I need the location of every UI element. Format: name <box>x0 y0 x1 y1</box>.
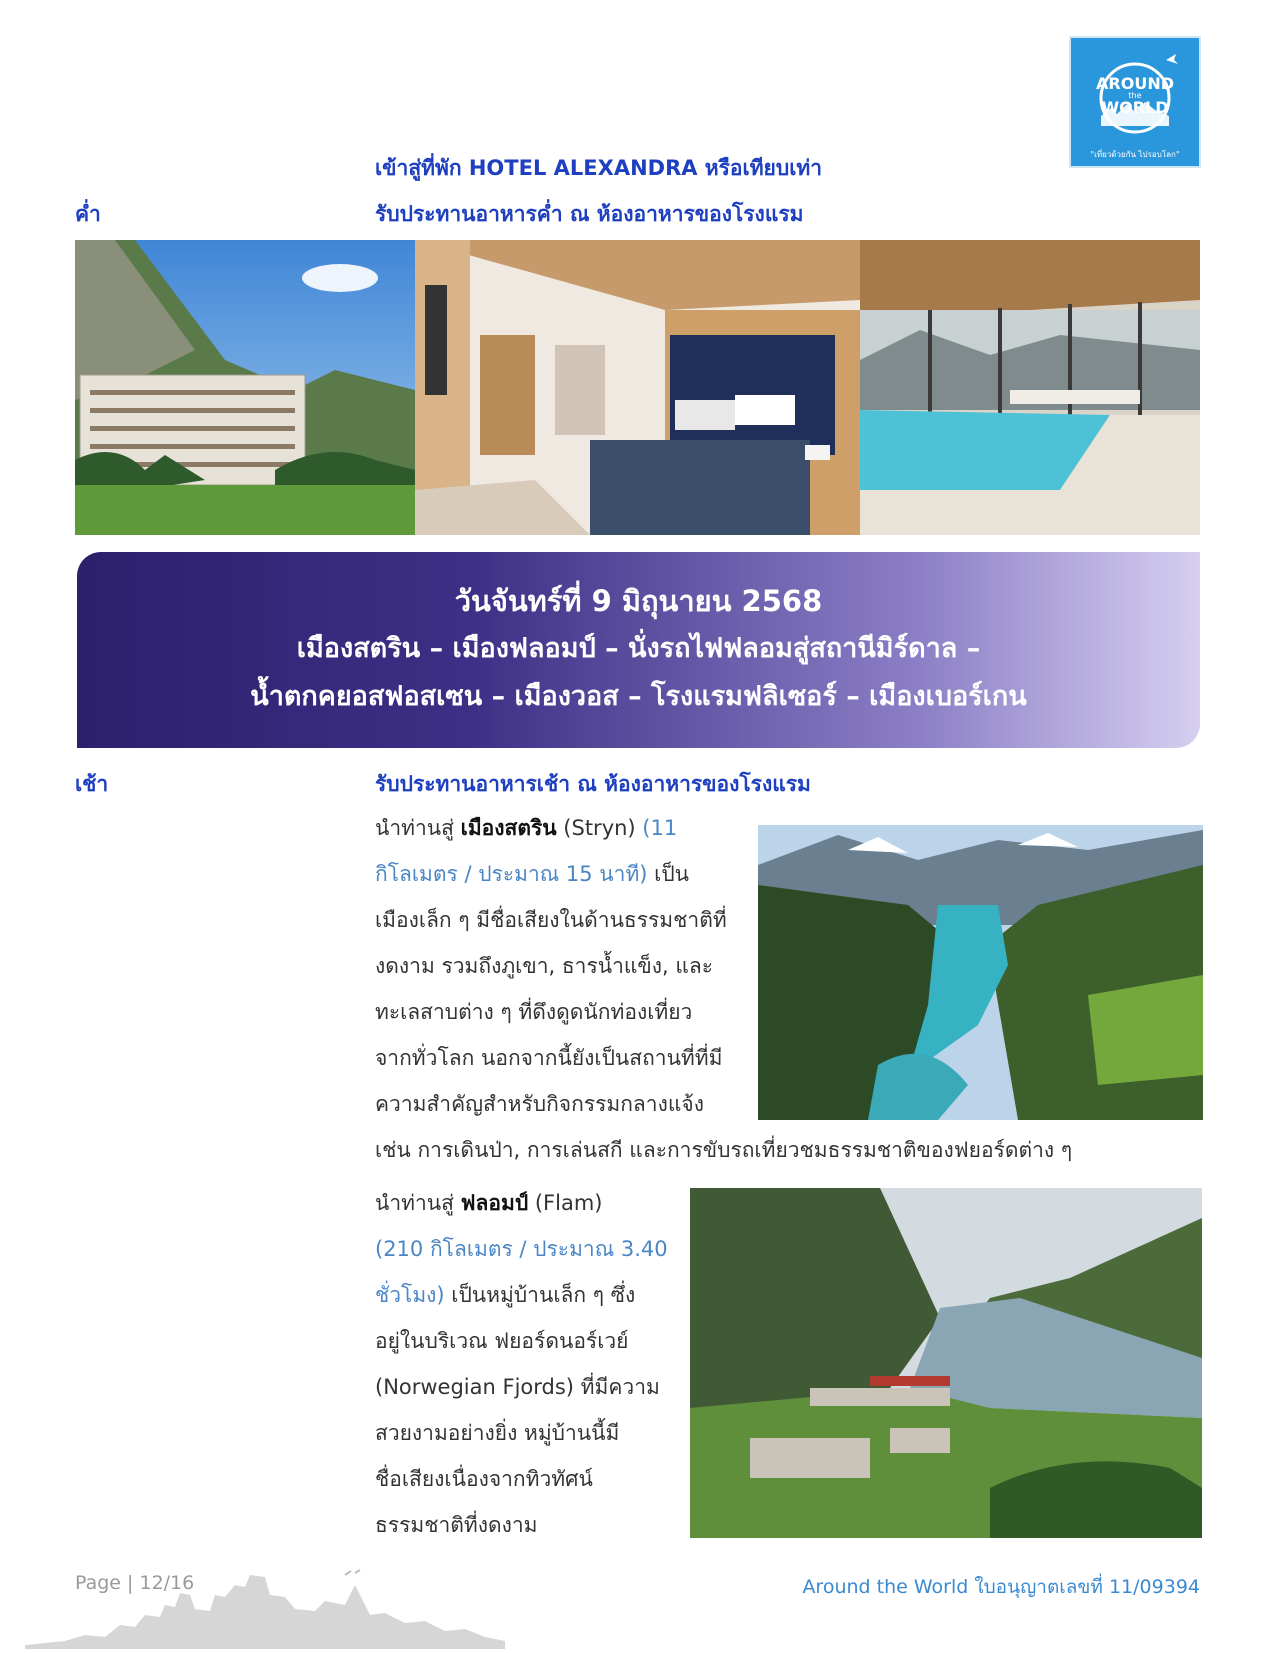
flam-line: ธรรมชาติที่งดงาม <box>375 1513 538 1537</box>
day-date: วันจันทร์ที่ 9 มิถุนายน 2568 <box>454 584 823 618</box>
flam-line: ชั่วโมง) เป็นหมู่บ้านเล็ก ๆ ซึ่ง <box>375 1283 636 1307</box>
stryn-line: นำท่านสู่ เมืองสตริน (Stryn) (11 <box>375 816 678 840</box>
city-skyline-graphic <box>25 1565 505 1649</box>
stryn-line: เช่น การเดินป่า, การเล่นสกี และการขับรถเที่ยวชมธรรมชาติของฟยอร์ดต่าง ๆ <box>375 1138 1073 1162</box>
stryn-line: ความสำคัญสำหรับกิจกรรมกลางแจ้ง <box>375 1092 704 1116</box>
logo-text-the: the <box>1128 91 1142 100</box>
stryn-landscape-photo <box>758 825 1203 1120</box>
day-route-line-2: น้ำตกคยอสฟอสเซน – เมืองวอส – โรงแรมฟลิเซอร์ – เมืองเบอร์เกน <box>250 681 1027 712</box>
evening-label: ค่ำ <box>75 202 101 226</box>
stryn-line: กิโลเมตร / ประมาณ 15 นาที) เป็น <box>375 862 690 886</box>
flam-line: (Norwegian Fjords) ที่มีความ <box>375 1375 660 1399</box>
flam-line: อยู่ในบริเวณ ฟยอร์ดนอร์เวย์ <box>375 1329 629 1353</box>
flam-paragraph <box>375 1180 675 1548</box>
stryn-line: ทะเลสาบต่าง ๆ ที่ดึงดูดนักท่องเที่ยว <box>375 1000 693 1024</box>
day-route-line-1: เมืองสตริน – เมืองฟลอมป์ – นั่งรถไฟฟลอมสู่สถานีมิร์ดาล – <box>296 633 981 664</box>
flam-village-photo <box>690 1188 1202 1538</box>
company-logo <box>1069 36 1201 168</box>
license-text: Around the World ใบอนุญาตเลขที่ 11/09394 <box>802 1576 1200 1598</box>
morning-label: เช้า <box>75 772 109 796</box>
flam-line: (210 กิโลเมตร / ประมาณ 3.40 <box>375 1237 668 1261</box>
flam-line: สวยงามอย่างยิ่ง หมู่บ้านนี้มี <box>375 1421 620 1445</box>
page-number: Page | 12/16 <box>75 1572 195 1594</box>
stryn-line: งดงาม รวมถึงภูเขา, ธารน้ำแข็ง, และ <box>375 954 714 978</box>
hotel-exterior-photo <box>75 240 415 535</box>
logo-tagline: "เที่ยวด้วยกัน ไปรอบโลก" <box>1090 150 1180 159</box>
flam-line: ชื่อเสียงเนื่องจากทิวทัศน์ <box>375 1467 593 1491</box>
logo-text-around: AROUND <box>1096 74 1174 93</box>
hotel-room-photo <box>415 240 860 535</box>
hotel-pool-photo <box>860 240 1200 535</box>
flam-line: นำท่านสู่ ฟลอมป์ (Flam) <box>375 1191 603 1215</box>
hotel-checkin-line: เข้าสู่ที่พัก HOTEL ALEXANDRA หรือเทียบเท่า <box>375 156 823 180</box>
logo-text-world: WORLD <box>1101 98 1169 117</box>
day-banner <box>77 552 1200 748</box>
breakfast-line: รับประทานอาหารเช้า ณ ห้องอาหารของโรงแรม <box>375 772 811 796</box>
stryn-line: เมืองเล็ก ๆ มีชื่อเสียงในด้านธรรมชาติที่ <box>375 908 727 932</box>
dinner-line: รับประทานอาหารค่ำ ณ ห้องอาหารของโรงแรม <box>375 202 804 226</box>
stryn-line: จากทั่วโลก นอกจากนี้ยังเป็นสถานที่ที่มี <box>375 1046 723 1070</box>
